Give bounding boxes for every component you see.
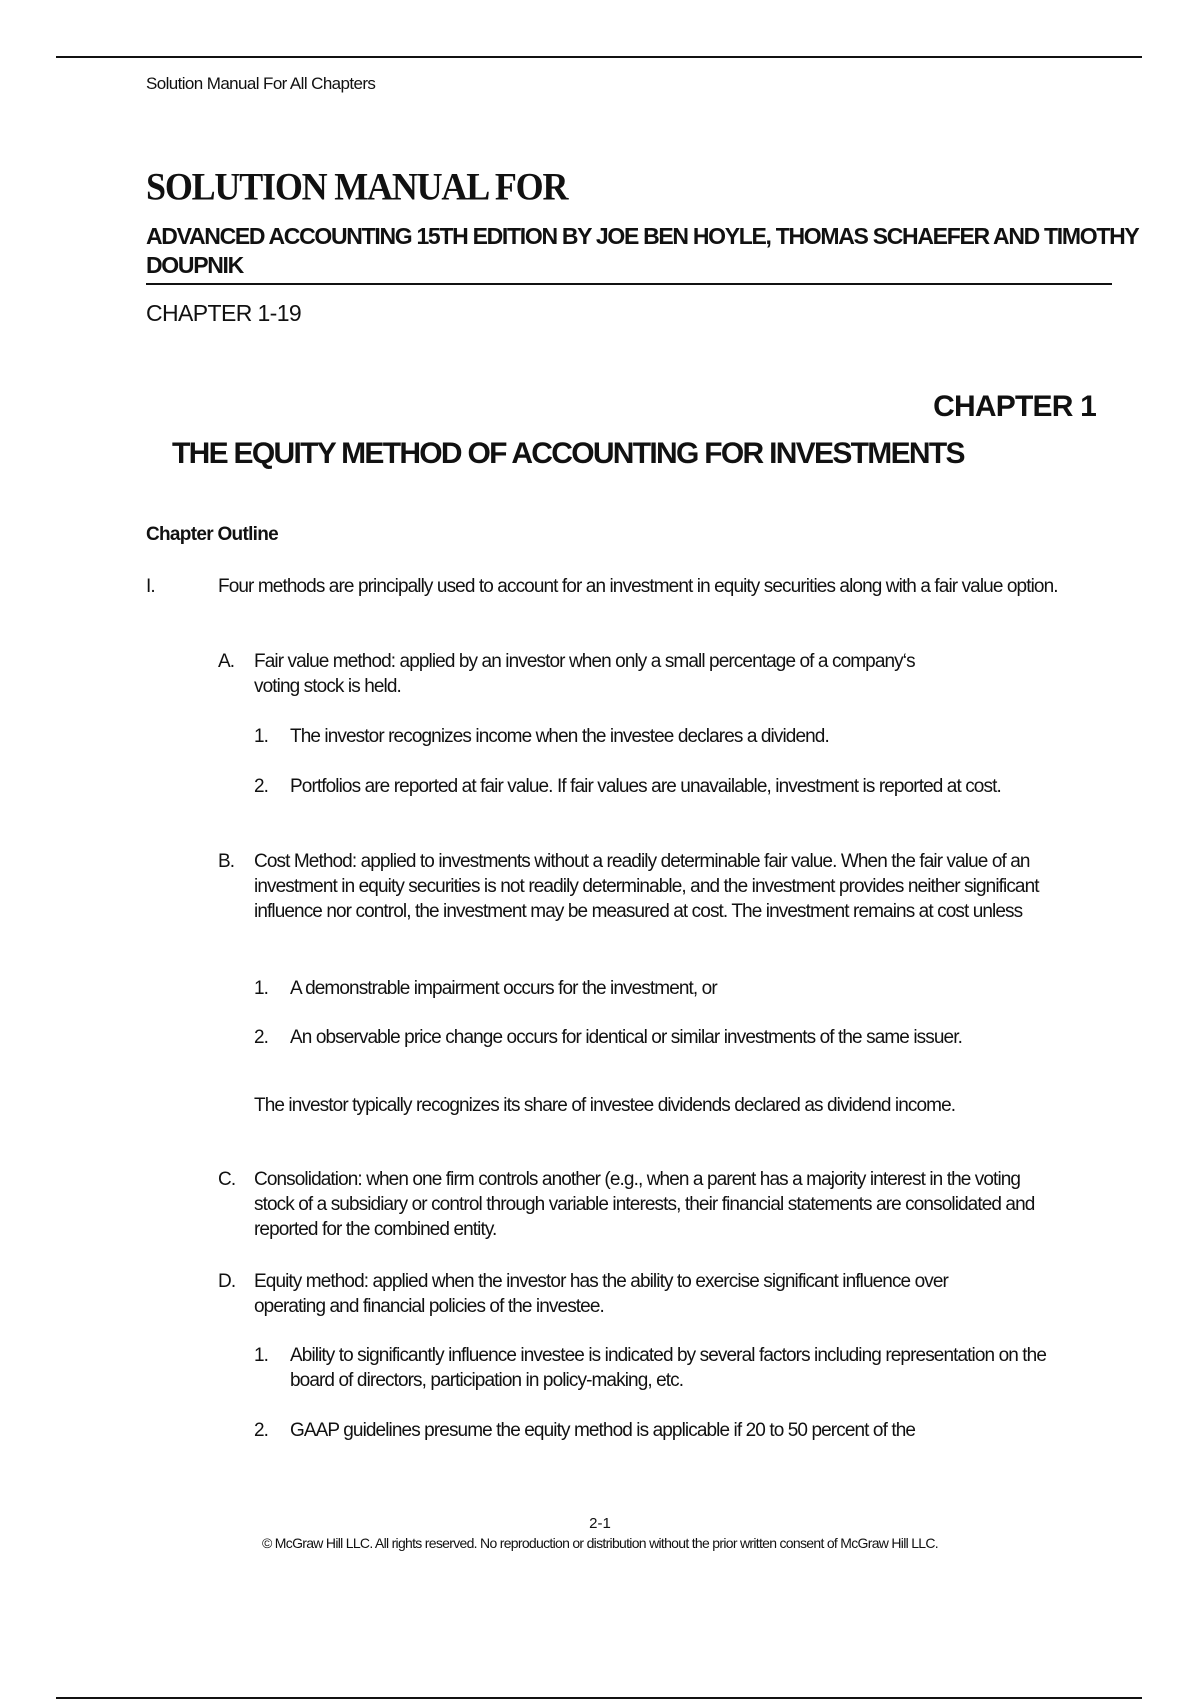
bottom-rule	[56, 1697, 1142, 1699]
outline-item-text: Fair value method: applied by an investor when only a small percentage of a company‘s voting stock is held.	[254, 651, 915, 697]
list-marker: 2.	[254, 1420, 269, 1441]
outline-item-text: Equity method: applied when the investor has the ability to exercise significant influence over operating and financial policies of the investee.	[254, 1271, 948, 1317]
page-number: 2-1	[589, 1515, 611, 1532]
outline-item-text: Cost Method: applied to investments without a readily determinable fair value. When the fair value of an investment in equity securities is not readily determinable, and the investment provides neither significant influence nor control, the investment may be measured at cost. The investment remains at cost unless	[254, 851, 1039, 922]
document-title: SOLUTION MANUAL FOR	[146, 165, 568, 209]
title-rule	[146, 283, 1112, 285]
list-marker: 1.	[254, 726, 269, 747]
outline-note-text: The investor typically recognizes its share of investee dividends declared as dividend income.	[254, 1095, 956, 1116]
outline-item-text: Consolidation: when one firm controls another (e.g., when a parent has a majority interest in the voting stock of a subsidiary or control through variable interests, their financial statements are consolidated and reported for the combined entity.	[254, 1169, 1035, 1240]
list-marker: D.	[218, 1271, 236, 1292]
copyright-notice: © McGraw Hill LLC. All rights reserved. No reproduction or distribution without the prior written consent of McGraw Hill LLC.	[262, 1535, 938, 1551]
list-marker: I.	[146, 576, 155, 597]
outline-subitem-text: The investor recognizes income when the investee declares a dividend.	[290, 726, 829, 747]
chapters-range: CHAPTER 1-19	[146, 300, 302, 326]
outline-heading: Chapter Outline	[146, 524, 279, 545]
list-marker: 2.	[254, 1027, 269, 1048]
list-marker: 1.	[254, 1345, 269, 1366]
outline-subitem-text: A demonstrable impairment occurs for the investment, or	[290, 978, 717, 999]
outline-subitem-text: GAAP guidelines presume the equity method is applicable if 20 to 50 percent of the	[290, 1420, 916, 1441]
outline-subitem-text: An observable price change occurs for identical or similar investments of the same issuer.	[290, 1027, 962, 1048]
document-subtitle: ADVANCED ACCOUNTING 15TH EDITION BY JOE BEN HOYLE, THOMAS SCHAEFER AND TIMOTHY DOUPNIK	[146, 223, 1139, 278]
running-header: Solution Manual For All Chapters	[146, 74, 376, 93]
outline-subitem-text: Portfolios are reported at fair value. If fair values are unavailable, investment is reported at cost.	[290, 776, 1001, 797]
list-marker: A.	[218, 651, 235, 672]
chapter-title: THE EQUITY METHOD OF ACCOUNTING FOR INVESTMENTS	[172, 437, 964, 470]
list-marker: C.	[218, 1169, 236, 1190]
outline-subitem-text: Ability to significantly influence investee is indicated by several factors including representation on the board of directors, participation in policy-making, etc.	[290, 1345, 1047, 1391]
list-marker: 2.	[254, 776, 269, 797]
outline-section-text: Four methods are principally used to account for an investment in equity securities along with a fair value option.	[218, 576, 1058, 597]
chapter-label: CHAPTER 1	[933, 390, 1096, 423]
top-rule	[56, 56, 1142, 58]
list-marker: 1.	[254, 978, 269, 999]
list-marker: B.	[218, 851, 235, 872]
